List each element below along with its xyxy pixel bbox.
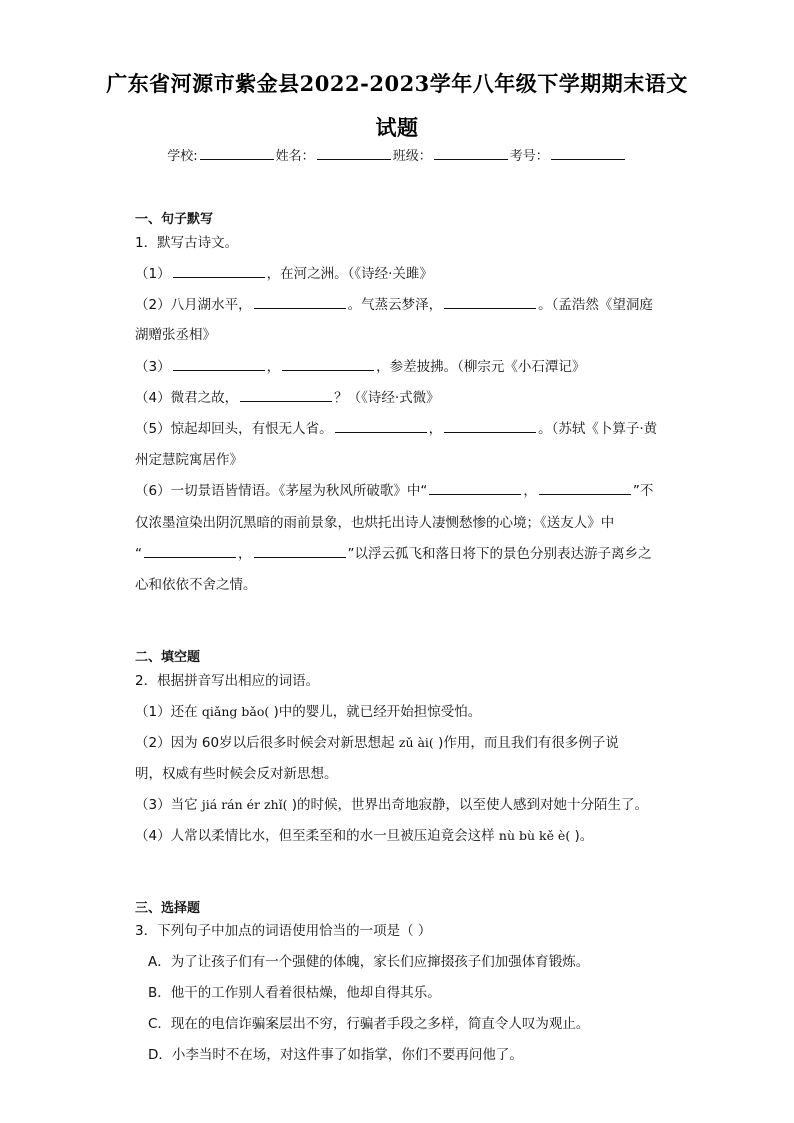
q1-p5-text-a: （5）惊起却回头，有恨无人省。: [135, 421, 333, 437]
class-blank[interactable]: [434, 145, 508, 160]
answer-blank[interactable]: [254, 544, 346, 558]
answer-blank[interactable]: [173, 264, 265, 278]
q2-p1-text-a: （1）还在: [135, 704, 202, 720]
answer-blank[interactable]: [539, 481, 631, 495]
q1-part6: [135, 481, 663, 501]
name-blank[interactable]: [317, 145, 391, 160]
q2-p1-text-b: )中的婴儿，就已经开始担惊受怕。: [269, 704, 482, 720]
q1-part6-cont2: [135, 544, 663, 564]
q2-p2-text-a: （2）因为 60岁以后很多时候会对新思想起: [135, 735, 399, 751]
q1-p3-text-b: ，: [266, 359, 281, 375]
answer-blank[interactable]: [444, 295, 536, 309]
q1-p5-text-b: ，: [428, 421, 443, 437]
q2-p3-pinyin: jiá rán ér zhǐ(: [201, 797, 288, 812]
answer-blank[interactable]: [254, 295, 346, 309]
q3-option-a[interactable]: A．为了让孩子们有一个强健的体魄，家长们应撺掇孩子们加强体育锻炼。: [148, 954, 590, 970]
q1-p6-text-e: “: [135, 546, 142, 562]
q1-p6-text-b: ，: [523, 483, 537, 499]
q1-p3-text-a: （3）: [135, 359, 171, 375]
q1-part6-cont3: 心和依依不舍之情。: [135, 577, 257, 593]
q3-option-b[interactable]: B．他干的工作别人看着很枯燥，他却自得其乐。: [148, 985, 441, 1001]
q1-part5: [135, 419, 663, 439]
answer-blank[interactable]: [429, 481, 521, 495]
q2-p4-pinyin: nù bù kě è(: [498, 828, 571, 843]
answer-blank[interactable]: [144, 544, 236, 558]
q1-p4-text-b: ？（《诗经·式微》: [334, 390, 440, 406]
q1-part5-cont: 州定慧院寓居作》: [135, 452, 243, 468]
q2-part4: [135, 826, 663, 846]
school-blank[interactable]: [200, 145, 274, 160]
q1-part2-cont: 湖赠张丞相》: [135, 327, 216, 343]
q2-part3: [135, 795, 663, 815]
section-heading-2: 二、填空题: [135, 650, 201, 665]
q3-stem: 3．下列句子中加点的词语使用恰当的一项是（ ）: [135, 923, 432, 939]
q1-p2-text-a: （2）八月湖水平，: [135, 297, 252, 313]
exam-no-blank[interactable]: [551, 145, 625, 160]
q2-p3-text-a: （3）当它: [135, 797, 202, 813]
page-title-line2: 试题: [375, 115, 419, 140]
section-heading-3: 三、选择题: [135, 901, 201, 916]
q2-part1: [135, 702, 663, 722]
q2-p2-text-b: )作用，而且我们有很多例子说: [433, 735, 619, 751]
q1-part2: [135, 295, 663, 315]
q1-p6-text-a: （6）一切景语皆情语。《茅屋为秋风所破歌》中“: [135, 483, 428, 499]
q3-option-c[interactable]: C．现在的电信诈骗案层出不穷，行骗者手段之多样，简直令人叹为观止。: [148, 1016, 590, 1032]
q2-part2-cont: 明，权威有些时候会反对新思想。: [135, 766, 338, 782]
q1-part6-cont1: 仅浓墨渲染出阴沉黑暗的雨前景象，也烘托出诗人凄恻愁惨的心境；《送友人》中: [135, 515, 615, 531]
q2-p3-text-b: )的时候，世界出奇地寂静，以至使人感到对她十分陌生了。: [287, 797, 649, 813]
q1-p4-text-a: （4）微君之故，: [135, 390, 239, 406]
q1-part1: [135, 264, 663, 284]
q1-part3: [135, 357, 663, 377]
name-label: 姓名：: [275, 149, 315, 164]
exam-no-label: 考号：: [509, 149, 549, 164]
q2-p4-text-b: )。: [570, 828, 594, 844]
school-label: 学校:: [167, 149, 198, 164]
q1-p1-text-a: （1）: [135, 266, 171, 282]
q2-part2: [135, 733, 663, 753]
q2-p4-text-a: （4）人常以柔情比水，但至柔至和的水一旦被压迫竟会这样: [135, 828, 499, 844]
q2-p2-pinyin: zǔ ài(: [398, 735, 434, 750]
q1-stem: 1．默写古诗文。: [135, 235, 239, 251]
answer-blank[interactable]: [444, 419, 536, 433]
q1-p5-text-c: 。（苏轼《卜算子·黄: [538, 421, 658, 437]
q1-p6-text-f: ，: [238, 546, 252, 562]
q1-p1-text-b: ，在河之洲。（《诗经·关雎》: [266, 266, 433, 282]
answer-blank[interactable]: [282, 357, 374, 371]
page-title-line1: 广东省河源市紫金县2022-2023学年八年级下学期期末语文: [106, 71, 688, 96]
q1-p3-text-c: ，参差披拂。（柳宗元《小石潭记》: [376, 359, 586, 375]
q1-p6-text-g: ”以浮云孤飞和落日将下的景色分别表达游子离乡之: [347, 546, 652, 562]
class-label: 班级：: [392, 149, 432, 164]
answer-blank[interactable]: [173, 357, 265, 371]
q2-p1-pinyin: qiǎng bǎo(: [201, 704, 270, 719]
q3-option-d[interactable]: D．小李当时不在场，对这件事了如指掌，你们不要再问他了。: [148, 1047, 523, 1063]
q1-p6-text-c: ”不: [632, 483, 654, 499]
q1-p2-text-b: 。气蒸云梦泽，: [347, 297, 443, 313]
answer-blank[interactable]: [240, 388, 332, 402]
q1-p2-text-c: 。（孟浩然《望洞庭: [538, 297, 653, 313]
answer-blank[interactable]: [335, 419, 427, 433]
q1-part4: [135, 388, 663, 408]
student-info-row: [0, 145, 794, 164]
section-heading-1: 一、句子默写: [135, 212, 214, 227]
q2-stem: 2．根据拼音写出相应的词语。: [135, 673, 320, 689]
